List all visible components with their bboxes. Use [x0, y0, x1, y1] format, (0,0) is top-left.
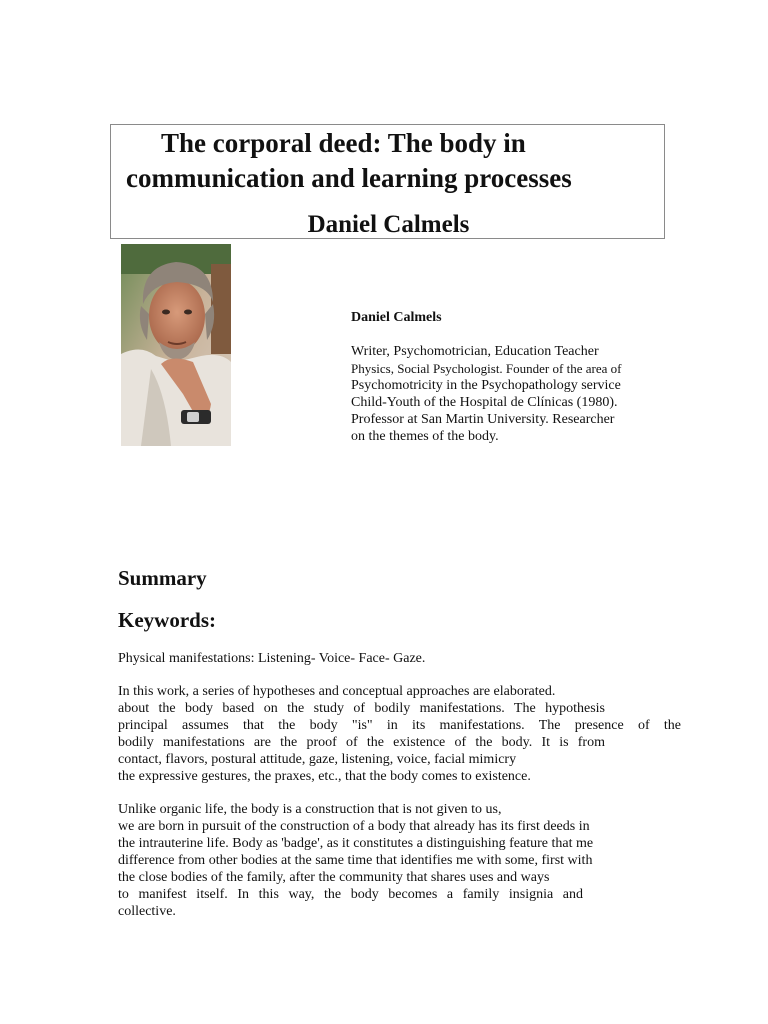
paragraph-line: the intrauterine life. Body as 'badge', as it constitutes a distinguishing feature that me	[118, 836, 594, 851]
paragraph-line: to manifest itself. In this way, the body becomes a family insignia and	[118, 887, 583, 902]
bio-name: Daniel Calmels	[351, 310, 442, 325]
paragraph-1	[118, 683, 681, 785]
title-line-1: The corporal deed: The body in	[161, 128, 526, 158]
bio-line: Professor at San Martin University. Researcher	[351, 412, 615, 427]
title-line-2: communication and learning processes	[126, 163, 572, 193]
author-photo	[121, 244, 231, 446]
title-box	[110, 124, 665, 239]
bio-line: Psychomotricity in the Psychopathology service	[351, 378, 621, 393]
author-heading: Daniel Calmels	[307, 211, 470, 238]
paragraph-line: about the body based on the study of bodily manifestations. The hypothesis	[118, 701, 605, 716]
keywords-text-block	[118, 650, 681, 667]
paragraph-line: collective.	[118, 904, 176, 919]
paragraph-line: we are born in pursuit of the construction of a body that already has its first deeds in	[118, 819, 590, 834]
summary-heading: Summary	[118, 566, 207, 590]
keywords-text: Physical manifestations: Listening- Voice- Face- Gaze.	[118, 651, 426, 666]
author-bio	[351, 309, 671, 445]
paragraph-2	[118, 801, 681, 920]
paragraph-line: In this work, a series of hypotheses and conceptual approaches are elaborated.	[118, 684, 556, 699]
paragraph-line: the expressive gestures, the praxes, etc., that the body comes to existence.	[118, 769, 531, 784]
paragraph-line: Unlike organic life, the body is a construction that is not given to us,	[118, 802, 502, 817]
paragraph-line: the close bodies of the family, after the community that shares uses and ways	[118, 870, 550, 885]
keywords-heading: Keywords:	[118, 608, 216, 632]
paragraph-line: difference from other bodies at the same time that identifies me with some, first with	[118, 853, 593, 868]
paragraph-line: contact, flavors, postural attitude, gaze, listening, voice, facial mimicry	[118, 752, 517, 767]
paragraph-line: bodily manifestations are the proof of the existence of the body. It is from	[118, 735, 605, 750]
bio-line: on the themes of the body.	[351, 429, 499, 444]
bio-line: Physics, Social Psychologist. Founder of the area of	[351, 361, 622, 376]
paragraph-line: principal assumes that the body "is" in its manifestations. The presence of the	[118, 718, 681, 733]
bio-line: Child-Youth of the Hospital de Clínicas (1980).	[351, 395, 618, 410]
bio-line: Writer, Psychomotrician, Education Teacher	[351, 344, 599, 359]
